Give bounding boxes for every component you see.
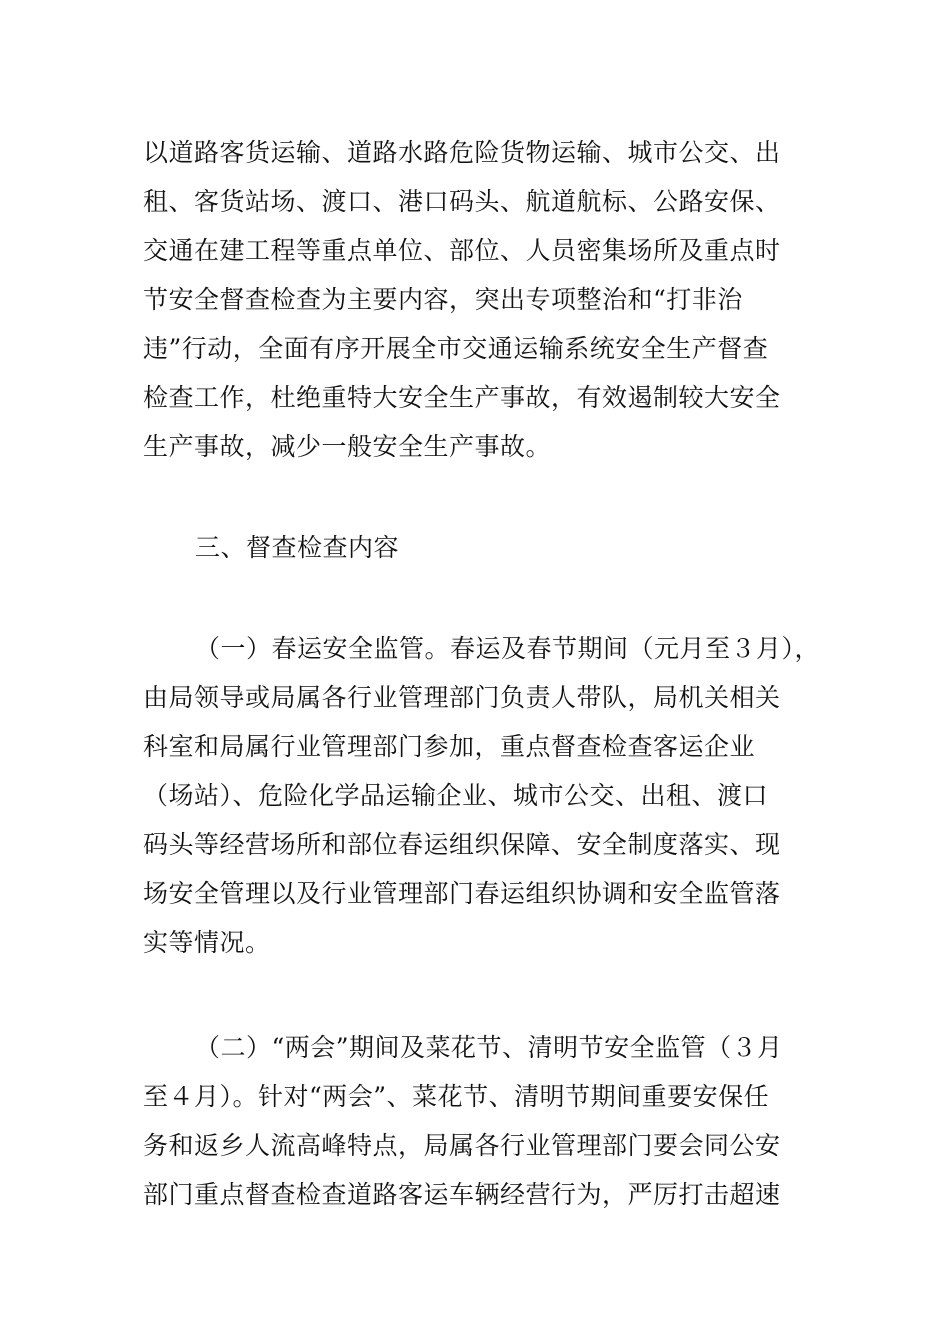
paragraph-scope xyxy=(143,128,813,471)
paragraph-line: （一）春运安全监管。春运及春节期间（元月至３月）， xyxy=(195,634,821,663)
paragraph-line: 以道路客货运输、道路水路危险货物运输、城市公交、出 xyxy=(143,138,781,167)
paragraph-spring-festival xyxy=(143,624,821,967)
paragraph-line: 至４月）。针对“两会”、菜花节、清明节期间重要安保任 xyxy=(143,1082,770,1111)
section-heading: 三、督查检查内容 xyxy=(195,533,400,562)
paragraph-line: 场安全管理以及行业管理部门春运组织协调和安全监管落 xyxy=(143,879,781,908)
paragraph-line: 违”行动，全面有序开展全市交通运输系统安全生产督查 xyxy=(143,334,769,363)
paragraph-line: 由局领导或局属各行业管理部门负责人带队，局机关相关 xyxy=(143,683,781,712)
paragraph-line: 务和返乡人流高峰特点，局属各行业管理部门要会同公安 xyxy=(143,1131,781,1160)
paragraph-line: 节安全督查检查为主要内容，突出专项整治和“打非治 xyxy=(143,285,743,314)
paragraph-line: 部门重点督查检查道路客运车辆经营行为，严厉打击超速 xyxy=(143,1180,781,1209)
paragraph-line: （场站）、危险化学品运输企业、城市公交、出租、渡口 xyxy=(143,781,769,810)
paragraph-line: 租、客货站场、渡口、港口码头、航道航标、公路安保、 xyxy=(143,187,781,216)
paragraph-line: （二）“两会”期间及菜花节、清明节安全监管（３月 xyxy=(195,1033,783,1062)
paragraph-line: 实等情况。 xyxy=(143,928,271,957)
paragraph-line: 生产事故，减少一般安全生产事故。 xyxy=(143,432,552,461)
paragraph-line: 交通在建工程等重点单位、部位、人员密集场所及重点时 xyxy=(143,236,781,265)
paragraph-line: 检查工作，杜绝重特大安全生产事故，有效遏制较大安全 xyxy=(143,383,781,412)
paragraph-two-sessions xyxy=(143,1023,813,1219)
section-heading-block xyxy=(143,523,813,572)
paragraph-line: 科室和局属行业管理部门参加，重点督查检查客运企业 xyxy=(143,732,756,761)
paragraph-line: 码头等经营场所和部位春运组织保障、安全制度落实、现 xyxy=(143,830,781,859)
